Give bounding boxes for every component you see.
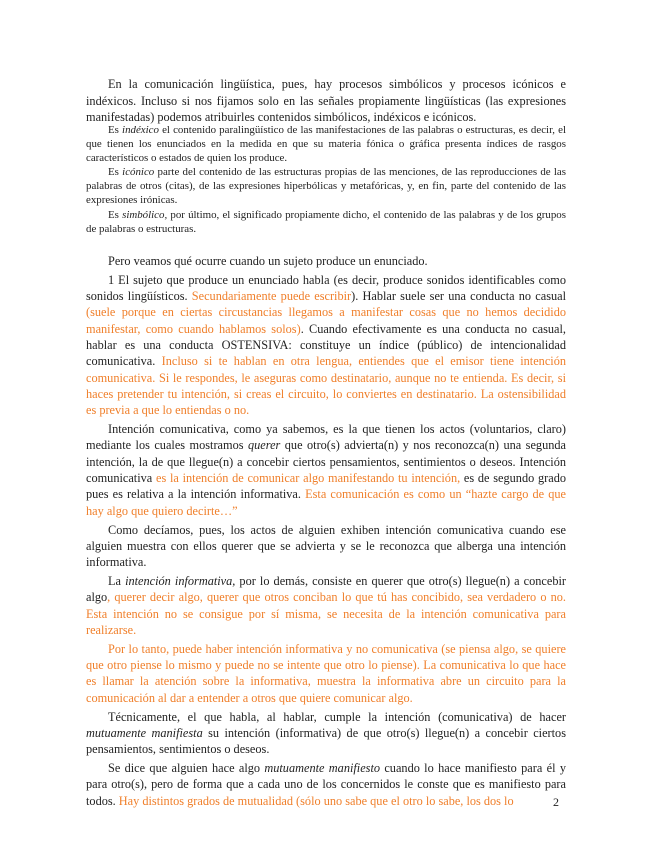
body-text: su intención (informativa) de que otro(s) llegue(n) a concebir ciertos pensamientos, sentimientos o deseos. bbox=[86, 725, 566, 757]
italic-term: intención informativa, bbox=[125, 574, 236, 589]
definition-indexico bbox=[86, 123, 566, 165]
body-text: por lo demás, consiste en querer que otro(s) llegue(n) a concebir algo bbox=[86, 574, 566, 605]
paragraph-enunciado: Pero veamos qué ocurre cuando un sujeto produce un enunciado. bbox=[108, 254, 428, 268]
body-text: La bbox=[108, 574, 126, 589]
annotation-text: , querer decir algo, querer que otros conciban lo que tú has concibido, sea verdadero o no. Esta intención no se consigue por sí misma, se necesita de la intención comunicativa para realizarse. bbox=[86, 590, 566, 637]
italic-term: mutuamente manifiesta bbox=[86, 725, 203, 740]
paragraph-como-deciamos: Como decíamos, pues, los actos de alguien exhiben intención comunicativa cuando ese alguien muestra con ellos querer que se advierta y se le reconozca que alberga una intención informativa. bbox=[86, 522, 566, 570]
paragraph-sujeto-habla bbox=[86, 272, 566, 419]
italic-term: mutuamente manifiesto bbox=[264, 761, 381, 776]
intro-section bbox=[86, 76, 566, 126]
page-number: 2 bbox=[553, 795, 559, 809]
definition-iconico bbox=[86, 165, 566, 207]
definition-simbolico bbox=[86, 208, 566, 236]
italic-term: querer bbox=[247, 438, 281, 453]
annotation-text: Secundariamente puede escribir bbox=[191, 289, 352, 304]
definition-lead: Es bbox=[108, 208, 123, 221]
term-simbolico: simbólico, bbox=[122, 208, 168, 221]
body-text: Se dice que alguien hace algo bbox=[108, 761, 265, 776]
term-indexico: indéxico bbox=[122, 124, 159, 136]
body-text: Técnicamente, el que habla, al hablar, cumple la intención (comunicativa) de hacer bbox=[108, 709, 566, 724]
annotation-text: Esta comunicación es como un “hazte cargo de que hay algo que quiero decirte…” bbox=[86, 487, 566, 518]
annotation-text: es la intención de comunicar algo manifestando tu intención, bbox=[156, 471, 461, 486]
body-text: Intención comunicativa, como ya sabemos, es la que tienen los actos (voluntarios, claro) mediante los cuales mostramos bbox=[86, 422, 566, 453]
paragraph-intencion-informativa bbox=[86, 573, 566, 638]
definition-lead: Es bbox=[108, 166, 123, 179]
annotation-text: Hay distintos grados de mutualidad (sólo uno sabe que el otro lo sabe, los dos lo bbox=[118, 793, 514, 808]
body-text: cuando lo hace manifiesto para él y para otro(s), pero de forma que a cada uno de los concernidos le conste que es manifiesto para todos. bbox=[86, 761, 566, 808]
body-text: . Cuando efectivamente es una conducta no casual, hablar es una conducta OSTENSIVA: constituye un índice (público) de intencionalidad comunicativa. bbox=[86, 321, 566, 369]
paragraph-annotation-por-lo-tanto: Por lo tanto, puede haber intención informativa y no comunicativa (se piensa algo, se quiere que otro piense lo mismo y puede no se intente que otro lo piense). La comunicativa lo que hace es llamar la atención sobre la informativa, muestra la informativa abre un circuito para la comunicación al dar a entender a otros que quiere comunicar algo. bbox=[86, 641, 566, 705]
paragraph-mutuamente-manifiesto bbox=[86, 760, 566, 809]
main-section bbox=[86, 253, 566, 812]
definition-text: el contenido paralingüístico de las manifestaciones de las palabras o estructuras, es decir, el que tienen los enunciados en la medida en que su materia fónica o gráfica presenta índices de rasgos característicos o estados de quien los produce. bbox=[86, 124, 566, 165]
body-text: que otro(s) advierta(n) y nos reconozca(n) una segunda intención, la de que llegue(n) a concebir ciertos pensamientos, sentimientos o deseos. Intención comunicativa bbox=[86, 438, 566, 486]
body-text: es de segundo grado pues es relativa a la intención informativa. bbox=[86, 471, 566, 502]
term-iconico: icónico bbox=[122, 166, 155, 179]
paragraph-intencion-comunicativa bbox=[86, 421, 566, 519]
definition-text: parte del contenido de las estructuras propias de las menciones, de las reproducciones de las palabras de otros (citas), de las expresiones hiperbólicas y metafóricas, y, en fin, parte del contenido de las expresiones irónicas. bbox=[86, 166, 566, 207]
annotation-text: (suele porque en ciertas circustancias llegamos a manifestar cosas que no hemos decidido manifestar, como cuando hablamos solos) bbox=[86, 305, 566, 336]
body-text: 1 El sujeto que produce un enunciado habla (es decir, produce sonidos identificables como sonidos lingüísticos. bbox=[86, 272, 566, 304]
paragraph-tecnicamente bbox=[86, 709, 566, 758]
body-text: ). Hablar suele ser una conducta no casual bbox=[351, 289, 567, 304]
definitions-section bbox=[86, 123, 566, 236]
annotation-text: Incluso si te hablan en otra lengua, entiendes que el emisor tiene intención comunicativa. Si le respondes, le aseguras como destinatario, aunque no te entienda. Es decir, si haces pretender tu intención, si creas el circuito, lo conviertes en destinatario. La ostensibilidad es previa a que lo entiendas o no. bbox=[86, 354, 567, 418]
intro-paragraph: En la comunicación lingüística, pues, hay procesos simbólicos y procesos icónicos e indéxicos. Incluso si nos fijamos solo en las señales propiamente lingüísticas (las expresiones manifestadas) podemos atribuirles contenidos simbólicos, indéxicos e icónicos. bbox=[86, 77, 566, 125]
definition-text: por último, el significado propiamente dicho, el contenido de las palabras y de los grupos de palabras o estructuras. bbox=[86, 208, 566, 235]
definition-lead: Es bbox=[108, 124, 123, 136]
